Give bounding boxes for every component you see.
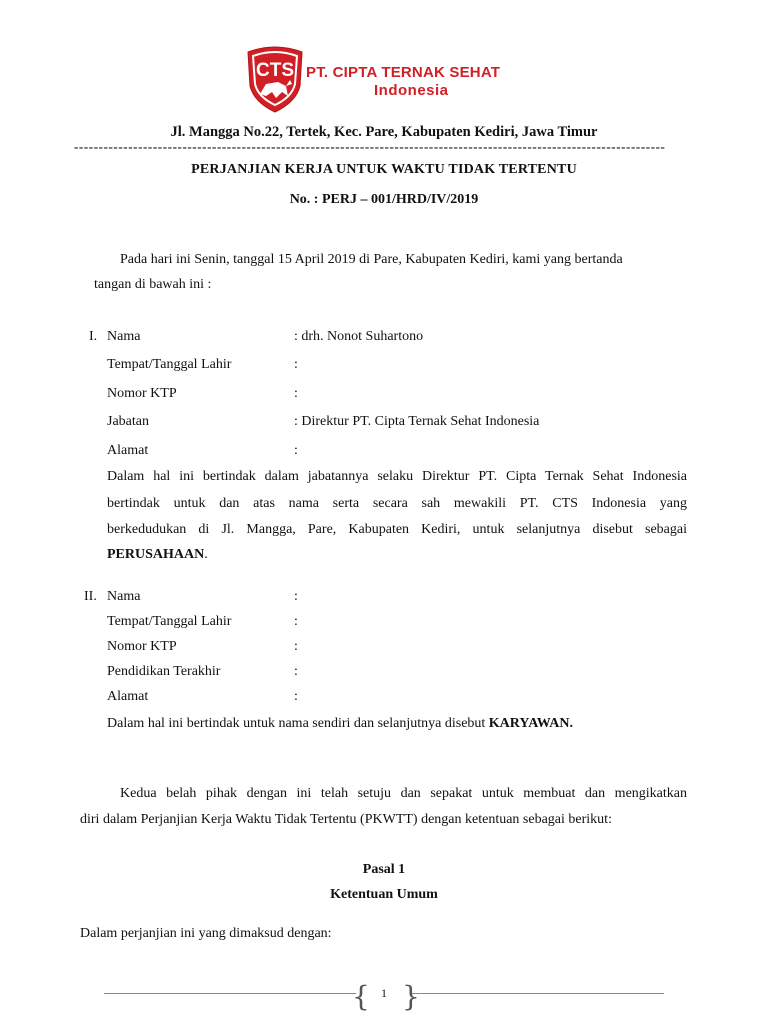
intro-line-1: Pada hari ini Senin, tanggal 15 April 2019 di Pare, Kabupaten Kediri, kami yang bertanda (120, 252, 623, 267)
party1-numeral: I. (89, 329, 98, 344)
party1-value-ttl: : (294, 357, 298, 372)
party1-value-jabatan: : Direktur PT. Cipta Ternak Sehat Indonesia (294, 414, 540, 429)
party2-value-ttl: : (294, 614, 298, 629)
header-separator: ------------------------------------------------------------------------------------------------------------------------ (74, 139, 666, 154)
party1-value-nama: : drh. Nonot Suhartono (294, 329, 424, 344)
party2-label-nama: Nama (107, 589, 141, 604)
pasal-heading: Pasal 1 (362, 862, 406, 877)
pasal-subheading: Ketentuan Umum (330, 887, 438, 902)
party2-paragraph (107, 714, 573, 734)
party2-paragraph-text: Dalam hal ini bertindak untuk nama sendiri dan selanjutnya disebut (107, 716, 489, 731)
party2-value-ktp: : (294, 639, 298, 654)
company-logo (244, 44, 306, 114)
party1-paragraph-line-1: Dalam hal ini bertindak dalam jabatannya selaku Direktur PT. Cipta Ternak Sehat Indonesia (107, 469, 687, 484)
party2-value-alamat: : (294, 689, 298, 704)
page-number: 1 (381, 986, 387, 1000)
footer-rule-left (104, 993, 356, 994)
party1-label-nama: Nama (107, 329, 141, 344)
intro-line-2: tangan di bawah ini : (94, 277, 212, 292)
left-brace-icon: { (352, 980, 370, 1013)
party1-paragraph-line-4 (107, 545, 208, 565)
right-brace-icon: } (402, 980, 420, 1013)
company-name: PT. CIPTA TERNAK SEHAT (306, 64, 501, 81)
footer-rule-right (412, 993, 664, 994)
party2-value-pendidikan: : (294, 664, 298, 679)
party2-label-pendidikan: Pendidikan Terakhir (107, 664, 221, 679)
party2-numeral: II. (84, 589, 97, 604)
document-number: No. : PERJ – 001/HRD/IV/2019 (289, 192, 479, 207)
party1-label-ttl: Tempat/Tanggal Lahir (107, 357, 232, 372)
party2-label-alamat: Alamat (107, 689, 149, 704)
perusahaan-term: PERUSAHAAN (107, 547, 205, 562)
party1-paragraph-line-2: bertindak untuk dan atas nama serta secara sah mewakili PT. CTS Indonesia yang (107, 496, 687, 511)
party2-label-ktp: Nomor KTP (107, 639, 177, 654)
document-title: PERJANJIAN KERJA UNTUK WAKTU TIDAK TERTENTU (191, 162, 577, 177)
party1-value-ktp: : (294, 386, 298, 401)
company-address: Jl. Mangga No.22, Tertek, Kec. Pare, Kabupaten Kediri, Jawa Timur (170, 124, 598, 140)
party1-label-jabatan: Jabatan (107, 414, 149, 429)
party1-paragraph-line-3: berkedudukan di Jl. Mangga, Pare, Kabupaten Kediri, untuk selanjutnya disebut sebagai (107, 522, 687, 537)
party1-value-alamat: : (294, 443, 298, 458)
agreement-line-1: Kedua belah pihak dengan ini telah setuju dan sepakat untuk membuat dan mengikatkan (120, 786, 687, 801)
logo-text: CTS (256, 60, 294, 81)
agreement-line-2: diri dalam Perjanjian Kerja Waktu Tidak Tertentu (PKWTT) dengan ketentuan sebagai berikut: (80, 812, 612, 827)
party2-value-nama: : (294, 589, 298, 604)
party1-label-alamat: Alamat (107, 443, 149, 458)
party1-period: . (204, 547, 208, 562)
party1-label-ktp: Nomor KTP (107, 386, 177, 401)
company-subtitle: Indonesia (374, 82, 449, 99)
pasal-body: Dalam perjanjian ini yang dimaksud dengan: (80, 926, 332, 941)
karyawan-term: KARYAWAN. (488, 716, 573, 731)
party2-label-ttl: Tempat/Tanggal Lahir (107, 614, 232, 629)
